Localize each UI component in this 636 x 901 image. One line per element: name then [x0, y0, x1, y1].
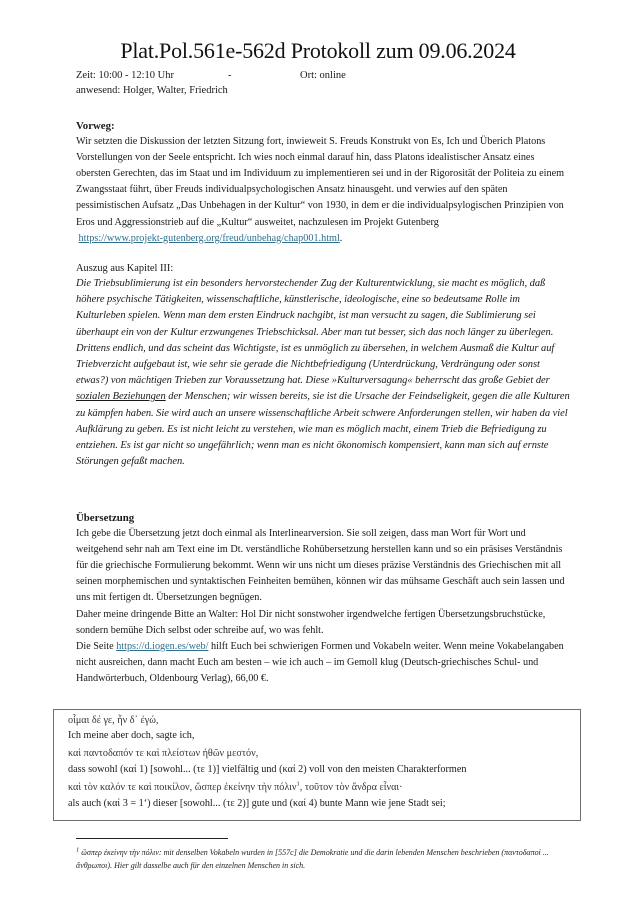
anwesend: anwesend: Holger, Walter, Friedrich	[76, 85, 228, 96]
vorweg-text	[76, 134, 570, 247]
uebersetzung-para-3	[76, 639, 570, 687]
document-title: Plat.Pol.561e-562d Protokoll zum 09.06.2024	[120, 38, 516, 63]
auszug-section	[76, 262, 570, 470]
freud-quote	[76, 276, 570, 470]
quote-part-1: Die Triebsublimierung ist ein besonders hervorstechender Zug der Kulturentwicklung, sie macht es möglich, daß höhere psychische Tätigkeiten, wissenschaftliche, künstlerische, ideologische, eine so bedeutsame Rolle im Kulturleben spielen. Wenn man dem ersten Eindruck nachgibt, ist man versucht zu sagen, die Sublimierung sei überhaupt ein von der Kultur erzwungenes Triebschicksal. Aber man tut besser, sich das noch länger zu überlegen. Drittens endlich, und das scheint das Wichtigste, ist es unmöglich zu übersehen, in welchem Ausmaß die Kultur auf Triebverzicht aufgebaut ist, wie sehr sie gerade die Nichtbefriedigung (Unterdrückung, Verdrängung oder sonst etwas?) von mächtigen Trieben zur Voraussetzung hat. Diese »Kulturversagung« beherrscht das große Gebiet der	[76, 278, 555, 387]
greek-line-3-a: καὶ τὸν καλόν τε καὶ ποικίλον, ὥσπερ ἐκείνην τὴν πόλιν	[68, 782, 297, 793]
interlinear-box	[53, 709, 581, 821]
quote-underlined: sozialen Beziehungen	[76, 391, 166, 403]
auszug-label: Auszug aus Kapitel III:	[76, 263, 174, 274]
uebersetzung-para-1: Ich gebe die Übersetzung jetzt doch einmal als Interlinearversion. Sie soll zeigen, dass man Wort für Wort und weitgehend sehr nah am Text eine im Dt. verständliche Rohübersetzung herstellen kann und so ein präsises Verständnis für die griechische Formulierung bekommt. Wenn wir uns nicht um dieses präzise Verständnis des Griechischen mit all seinen morphemischen und syntaktischen Feinheiten bemühen, können wir das mühsame Geschäft auch sein lassen und uns mit fertigen dt. Übersetzungen begnügen.	[76, 528, 565, 604]
vorweg-paragraph: Wir setzten die Diskussion der letzten Sitzung fort, inwieweit S. Freuds Konstrukt von Es, Ich und Überich Platons Vorstellungen von der Seele entspricht. Ich wies noch einmal darauf hin, dass Platons idealistischer Ansatz eines obersten Gerechten, das im Staat und im Individuum zu implementieren sei und in der Rigorosität der Politeia zu einem Zwangsstaat führt, über Freuds individualpsychologischen Ansatz hinausgeht. und verwies auf den späten pessimistischen Aufsatz „Das Unbehagen in der Kultur“ von 1930, in dem er die individualpsylogischen Prinzipien von Eros und Aggressionstrieb auf die „Kultur“ ausweitet, nachzulesen im Projekt Gutenberg	[76, 136, 565, 228]
greek-line-2: καὶ παντοδαπόν τε καὶ πλείστων ἠθῶν μεστόν,	[68, 748, 259, 759]
greek-line-3-b: , τοῦτον τὸν ἄνδρα εἶναι·	[299, 782, 403, 793]
para3-suffix: hilft Euch bei schwierigen Formen und Vokabeln weiter. Wenn meine Vokabelangaben nicht ausreichen, dann macht Euch am besten – wie ich auch – im Gemoll klug (Deutsch-griechisches Schul- und Handwörterbuch, Oldenbourg Verlag), 66,00 €.	[76, 640, 564, 684]
german-line-3: als auch (καί 3 = 1‘) dieser [sowohl... (τε 2)] gute und (καί 4) bunte Mann wie jene Stadt sei;	[68, 798, 446, 809]
diogenes-link[interactable]: https://d.iogen.es/web/	[116, 640, 209, 652]
meta-line	[76, 69, 556, 83]
vorweg-section	[76, 118, 570, 247]
footnote	[76, 846, 576, 872]
uebersetzung-section	[76, 510, 570, 687]
quote-part-2: der Menschen; wir wissen bereits, sie ist die Ursache der Feindseligkeit, gegen die alle Kulturen zu kämpfen haben. Sie wird auch an unsere wissenschaftliche Arbeit schwere Anforderungen stellen, wir haben da viel Aufklärung zu geben. Es ist nicht leicht zu verstehen, wie man es möglich macht, einem Trieb die Befriedigung zu entziehen. Es ist gar nicht so ungefährlich; wenn man es nicht ökonomisch kompensiert, kann man sich auf ernste Störungen gefaßt machen.	[76, 391, 570, 468]
german-line-2: dass sowohl (καί 1) [sowohl... (τε 1)] vielfältig und (καί 2) voll von den meisten Charakterformen	[68, 764, 467, 775]
footnote-marker: 1	[76, 846, 80, 854]
link-suffix: .	[339, 232, 343, 244]
zeit: Zeit: 10:00 - 12:10 Uhr	[76, 70, 174, 81]
german-line-1: Ich meine aber doch, sagte ich,	[68, 730, 195, 741]
para3-prefix: Die Seite	[76, 640, 117, 652]
vorweg-heading: Vorweg:	[76, 120, 115, 132]
greek-line-3	[68, 782, 403, 793]
uebersetzung-para-2: Daher meine dringende Bitte an Walter: Hol Dir nicht sonstwoher irgendwelche fertigen Übersetzungsbruchstücke, sondern bemühe Dich selbst oder schreibe auf, wo was fehlt.	[76, 608, 546, 636]
separator: -	[228, 70, 232, 81]
ort: Ort: online	[300, 70, 346, 81]
footnote-text: ὥσπερ ἐκείνην τὴν πόλιν: mit denselben Vokabeln wurden in [557c] die Demokratie und die darin lebenden Menschen beschrieben (παντοδαποὶ ... ἄνθρωποι). Hier gilt dasselbe auch für den einzelnen Menschen in sich.	[76, 848, 549, 870]
gutenberg-link[interactable]: https://www.projekt-gutenberg.org/freud/unbehag/chap001.html	[78, 232, 340, 244]
greek-line-1: οἶμαι δέ γε, ἦν δ᾽ ἐγώ,	[68, 715, 159, 726]
uebersetzung-heading: Übersetzung	[76, 512, 135, 524]
footnote-ref[interactable]: 1	[296, 780, 300, 788]
footnote-divider	[76, 838, 228, 839]
